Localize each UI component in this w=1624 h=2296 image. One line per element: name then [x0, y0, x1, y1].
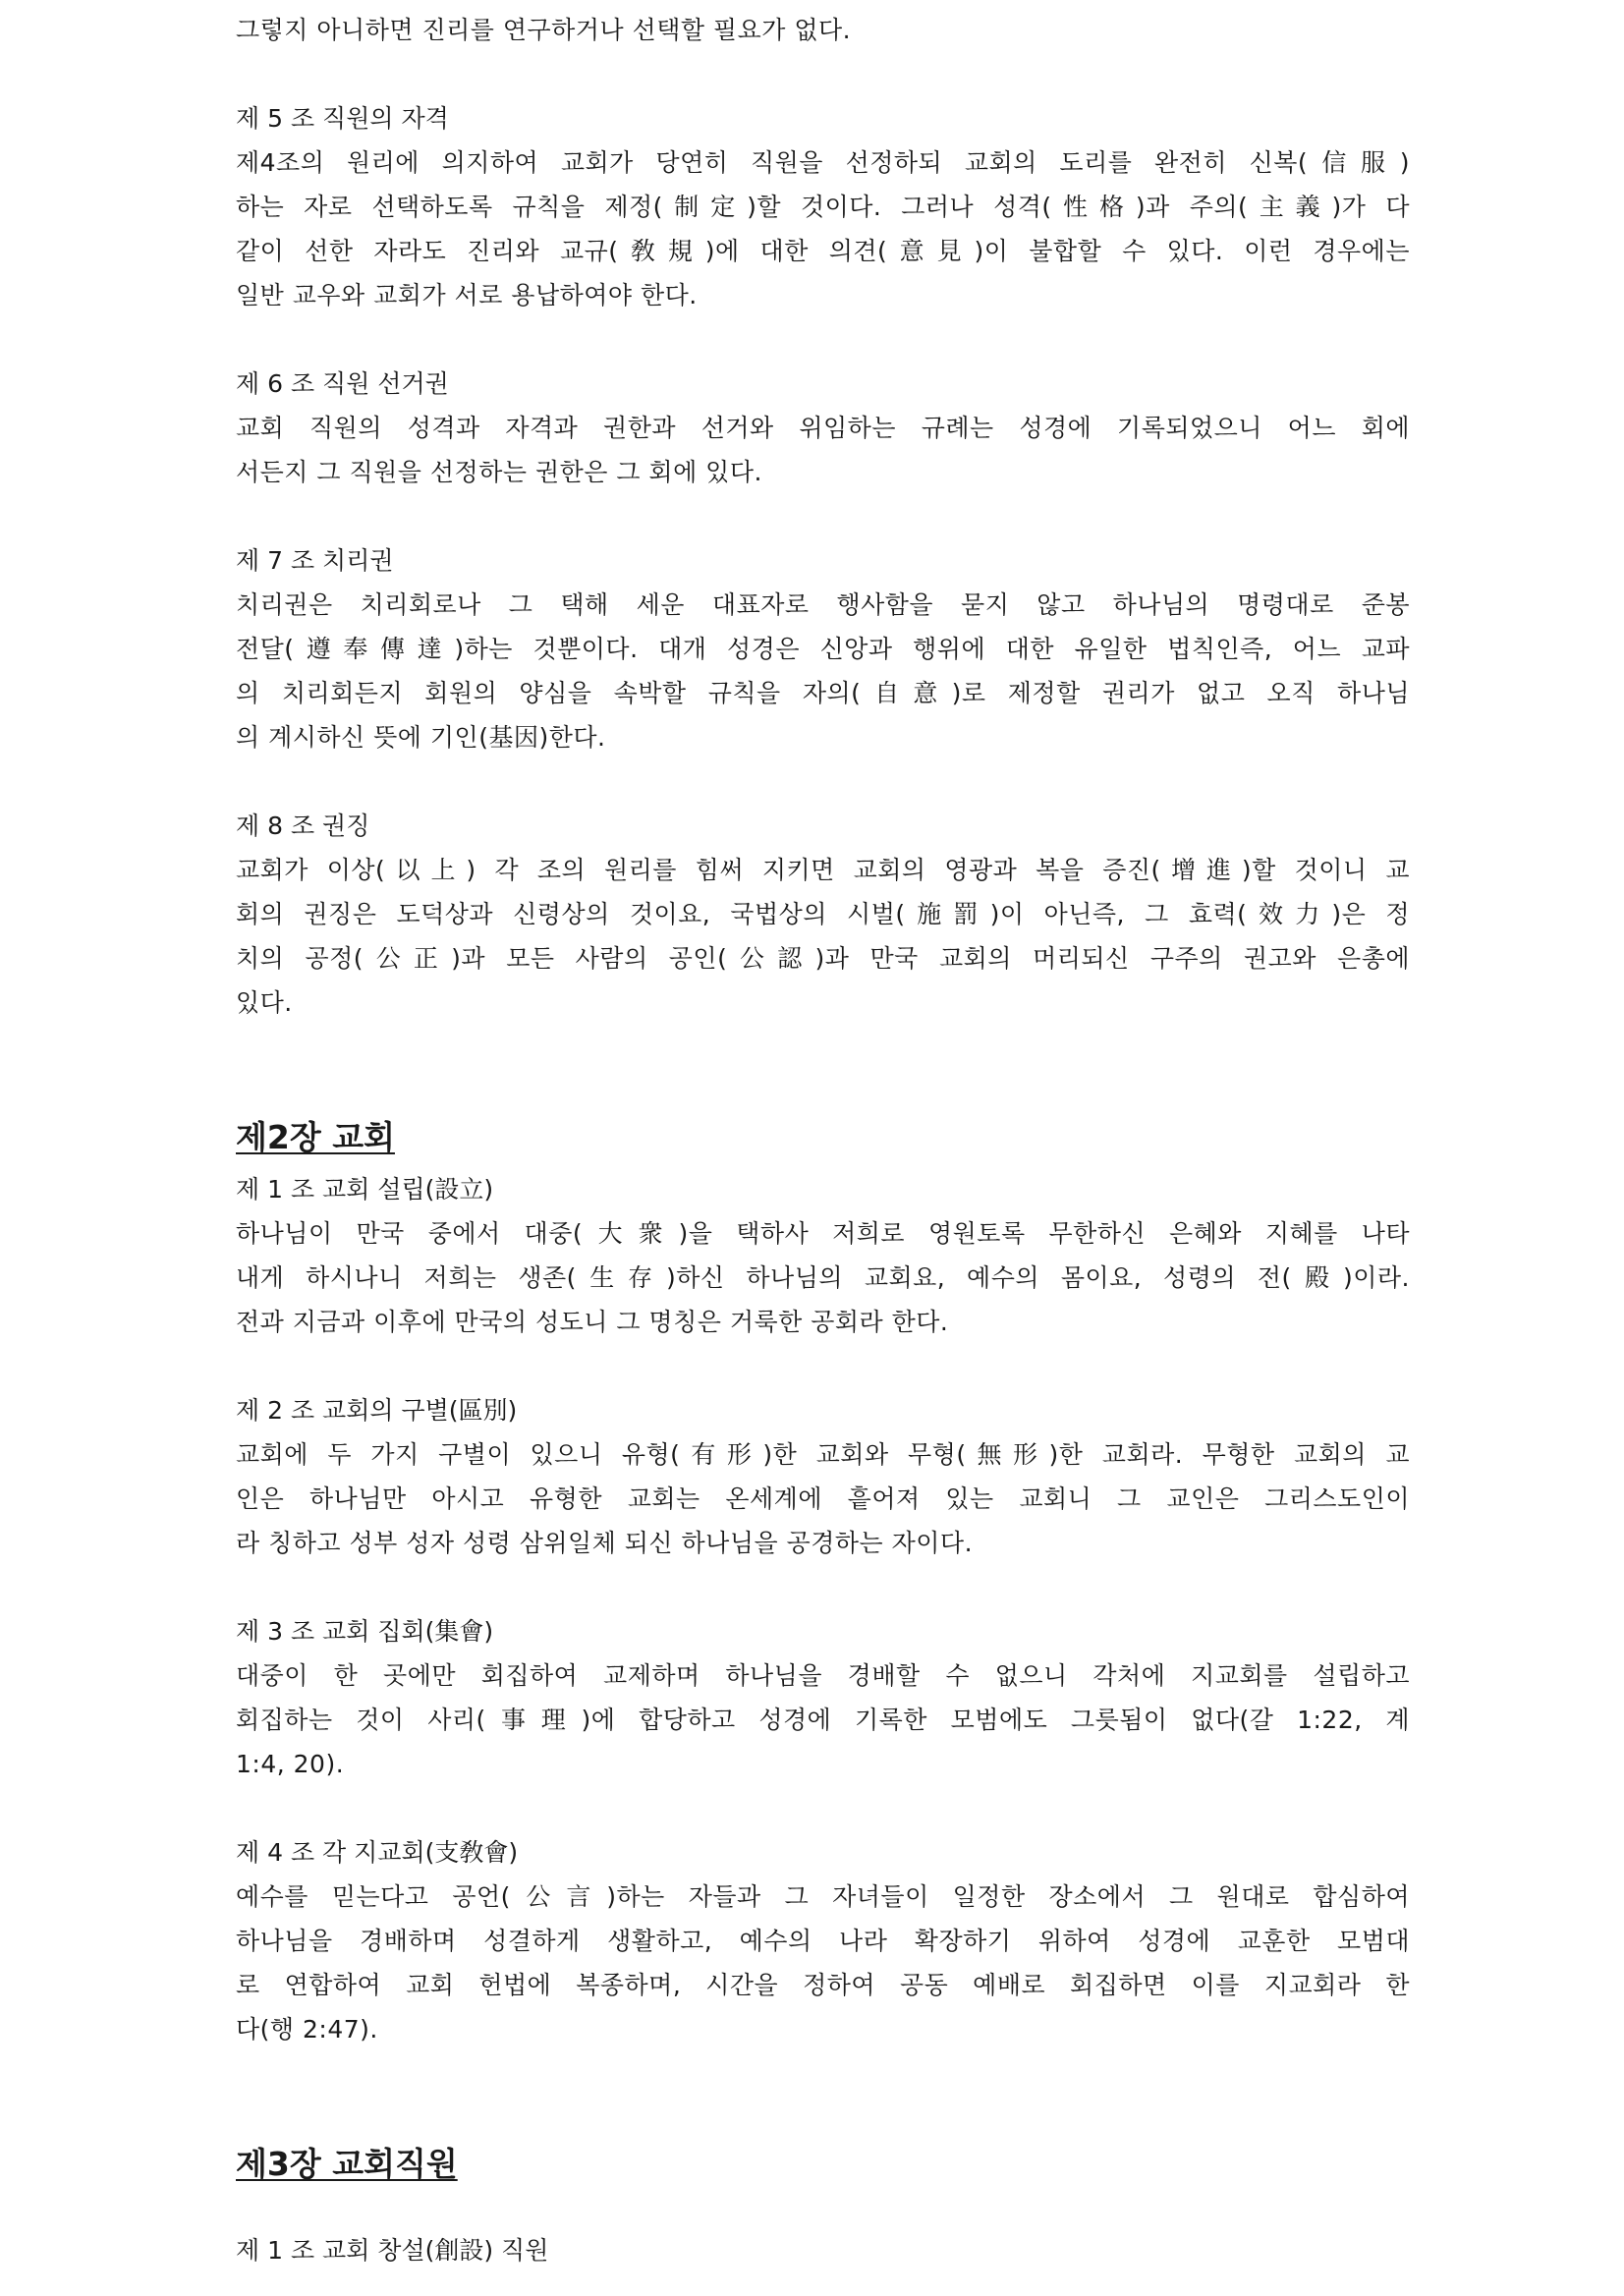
body-text-line: 전달(遵奉傳達)하는 것뿐이다. 대개 성경은 신앙과 행위에 대한 유일한 법칙인즉, 어느 교파 [236, 635, 1410, 663]
body-text-line: 내게 하시나니 저희는 생존(生存)하신 하나님의 교회요, 예수의 몸이요, 성령의 전(殿)이라. [236, 1263, 1410, 1292]
article-heading: 제 1 조 교회 설립(設立) [236, 1175, 494, 1204]
body-text-line: 전과 지금과 이후에 만국의 성도니 그 명칭은 거룩한 공회라 한다. [236, 1308, 949, 1336]
body-text-line: 제4조의 원리에 의지하여 교회가 당연히 직원을 선정하되 교회의 도리를 완전히 신복(信服) [236, 148, 1410, 177]
body-text-line: 로 연합하여 교회 헌법에 복종하며, 시간을 정하여 공동 예배로 회집하면 이를 지교회라 한 [236, 1971, 1410, 1999]
body-text-line: 예수를 믿는다고 공언(公言)하는 자들과 그 자녀들이 일정한 장소에서 그 원대로 합심하여 [236, 1882, 1410, 1911]
body-text-line: 다(행 2:47). [236, 2015, 378, 2044]
body-text-line: 일반 교우와 교회가 서로 용납하여야 한다. [236, 281, 698, 309]
chapter-heading: 제2장 교회 [236, 1118, 395, 1156]
body-text-line: 회집하는 것이 사리(事理)에 합당하고 성경에 기록한 모범에도 그릇됨이 없다(갈 1:22, 계 [236, 1706, 1410, 1734]
body-text-line: 인은 하나님만 아시고 유형한 교회는 온세계에 흩어져 있는 교회니 그 교인은 그리스도인이 [236, 1484, 1410, 1513]
article-heading: 제 7 조 치리권 [236, 546, 394, 575]
body-text-line: 하는 자로 선택하도록 규칙을 제정(制定)할 것이다. 그러나 성격(性格)과 주의(主義)가 다 [236, 193, 1410, 221]
body-text-line: 교회 직원의 성격과 자격과 권한과 선거와 위임하는 규례는 성경에 기록되었으니 어느 회에 [236, 414, 1410, 442]
body-text-line: 서든지 그 직원을 선정하는 권한은 그 회에 있다. [236, 458, 762, 486]
article-heading: 제 1 조 교회 창설(創設) 직원 [236, 2236, 549, 2265]
body-text-line: 치리권은 치리회로나 그 택해 세운 대표자로 행사함을 묻지 않고 하나님의 명령대로 준봉 [236, 590, 1410, 619]
article-heading: 제 3 조 교회 집회(集會) [236, 1617, 494, 1646]
body-text-line: 1:4, 20). [236, 1750, 345, 1778]
body-text-line: 있다. [236, 988, 293, 1017]
body-text-line: 치의 공정(公正)과 모든 사람의 공인(公認)과 만국 교회의 머리되신 구주의 권고와 은총에 [236, 944, 1410, 973]
body-text-line: 대중이 한 곳에만 회집하여 교제하며 하나님을 경배할 수 없으니 각처에 지교회를 설립하고 [236, 1661, 1410, 1690]
body-text-line: 하나님을 경배하며 성결하게 생활하고, 예수의 나라 확장하기 위하여 성경에 교훈한 모범대 [236, 1927, 1410, 1955]
body-text-line: 교회에 두 가지 구별이 있으니 유형(有形)한 교회와 무형(無形)한 교회라. 무형한 교회의 교 [236, 1440, 1410, 1469]
body-text-line: 하나님이 만국 중에서 대중(大衆)을 택하사 저희로 영원토록 무한하신 은혜와 지혜를 나타 [236, 1219, 1410, 1248]
article-heading: 제 4 조 각 지교회(支敎會) [236, 1838, 519, 1867]
article-heading: 제 2 조 교회의 구별(區別) [236, 1396, 518, 1425]
body-text-line: 그렇지 아니하면 진리를 연구하거나 선택할 필요가 없다. [236, 16, 852, 44]
body-text-line: 의 치리회든지 회원의 양심을 속박할 규칙을 자의(自意)로 제정할 권리가 없고 오직 하나님 [236, 679, 1410, 707]
body-text-line: 같이 선한 자라도 진리와 교규(敎規)에 대한 의견(意見)이 불합할 수 있다. 이런 경우에는 [236, 237, 1410, 265]
chapter-heading: 제3장 교회직원 [236, 2145, 458, 2183]
body-text-line: 교회가 이상(以上) 각 조의 원리를 힘써 지키면 교회의 영광과 복을 증진(增進)할 것이니 교 [236, 856, 1410, 884]
body-text-line: 회의 권징은 도덕상과 신령상의 것이요, 국법상의 시벌(施罰)이 아닌즉, 그 효력(效力)은 정 [236, 900, 1410, 928]
body-text-line: 의 계시하신 뜻에 기인(基因)한다. [236, 723, 606, 752]
article-heading: 제 8 조 권징 [236, 812, 370, 840]
article-heading: 제 6 조 직원 선거권 [236, 369, 449, 398]
body-text-line: 라 칭하고 성부 성자 성령 삼위일체 되신 하나님을 공경하는 자이다. [236, 1529, 974, 1557]
article-heading: 제 5 조 직원의 자격 [236, 104, 449, 133]
